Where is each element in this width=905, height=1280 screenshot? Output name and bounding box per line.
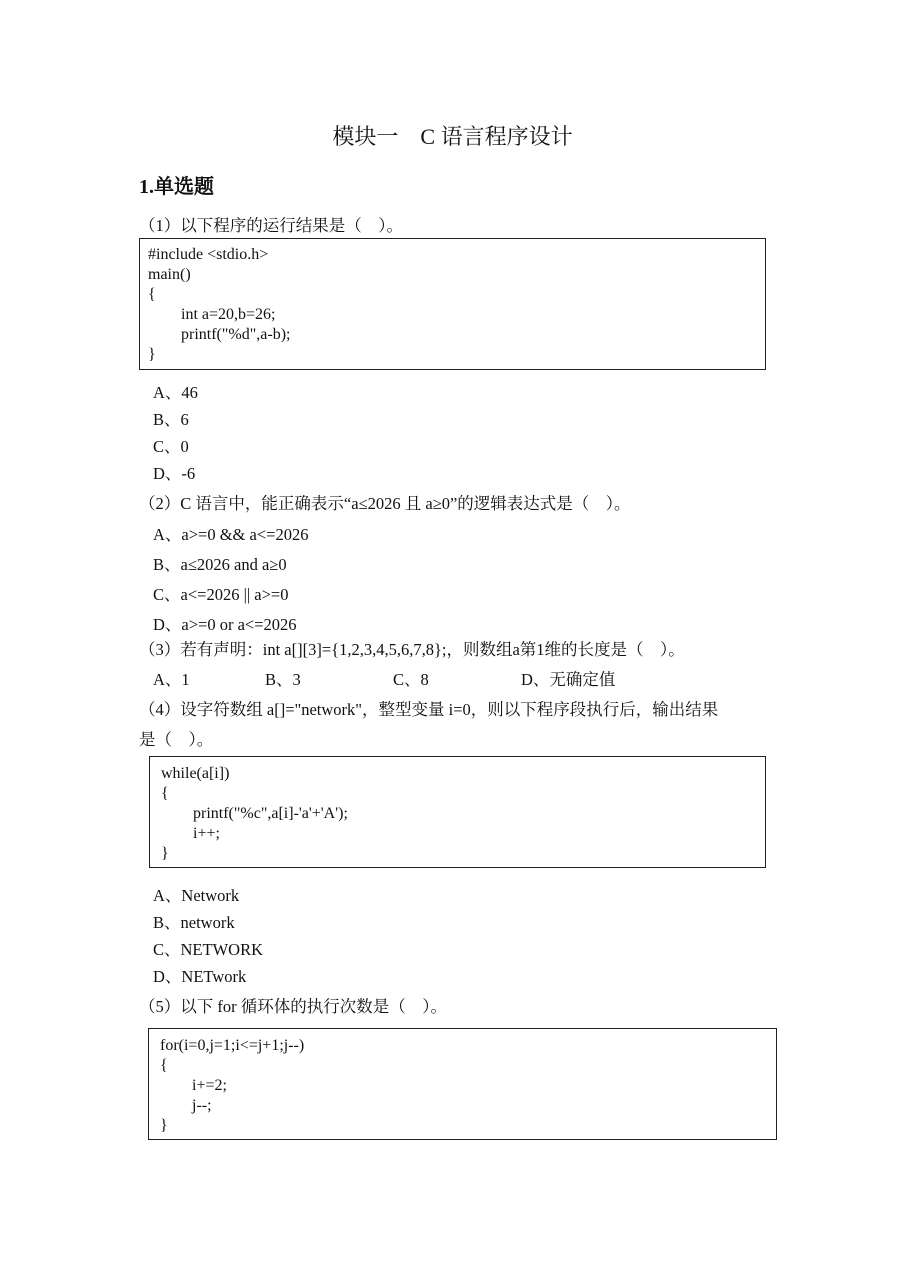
code-line: printf("%d",a-b);	[181, 326, 291, 343]
code-line: main()	[148, 266, 191, 283]
question-3-option-d: D、无确定值	[521, 670, 616, 689]
question-3-stem: （3）若有声明：int a[][3]={1,2,3,4,5,6,7,8};，则数组a第1维的长度是（ ）。	[139, 640, 685, 659]
code-line: }	[161, 845, 169, 862]
question-4-option-a: A、Network	[153, 886, 240, 905]
code-line: while(a[i])	[161, 765, 230, 782]
question-4-stem-line-2: 是（ ）。	[139, 730, 214, 749]
code-line: int a=20,b=26;	[181, 306, 276, 323]
question-4-stem-line-1: （4）设字符数组 a[]="network"，整型变量 i=0，则以下程序段执行后，输出结果	[139, 700, 719, 719]
question-4-option-c: C、NETWORK	[153, 940, 263, 959]
section-heading: 1.单选题	[139, 176, 214, 198]
question-3-option-a: A、1	[153, 670, 190, 689]
code-line: j--;	[192, 1097, 212, 1114]
question-1-code-box	[139, 238, 766, 370]
code-line: i+=2;	[192, 1077, 227, 1094]
code-line: }	[148, 346, 156, 363]
code-line: {	[148, 286, 156, 303]
question-3-option-b: B、3	[265, 670, 301, 689]
question-4-option-b: B、network	[153, 913, 235, 932]
question-2-option-b: B、a≤2026 and a≥0	[153, 555, 287, 574]
code-line: for(i=0,j=1;i<=j+1;j--)	[160, 1037, 305, 1054]
question-1-option-b: B、6	[153, 410, 189, 429]
question-3-option-c: C、8	[393, 670, 429, 689]
question-4-code-box	[149, 756, 766, 868]
code-line: i++;	[193, 825, 220, 842]
code-line: }	[160, 1117, 168, 1134]
question-1-option-d: D、-6	[153, 464, 196, 483]
question-2-option-c: C、a<=2026 || a>=0	[153, 585, 289, 604]
question-4-option-d: D、NETwork	[153, 967, 247, 986]
code-line: {	[161, 785, 169, 802]
code-line: printf("%c",a[i]-'a'+'A');	[193, 805, 348, 822]
question-2-stem: （2）C 语言中，能正确表示“a≤2026 且 a≥0”的逻辑表达式是（ ）。	[139, 494, 631, 513]
question-1-option-c: C、0	[153, 437, 189, 456]
question-5-code-box	[148, 1028, 777, 1140]
page-title: 模块一 C 语言程序设计	[332, 124, 573, 149]
question-2-option-d: D、a>=0 or a<=2026	[153, 615, 297, 634]
question-1-stem: （1）以下程序的运行结果是（ ）。	[139, 216, 403, 235]
question-1-option-a: A、46	[153, 383, 198, 402]
code-line: {	[160, 1057, 168, 1074]
question-2-option-a: A、a>=0 && a<=2026	[153, 525, 309, 544]
code-line: #include <stdio.h>	[148, 246, 269, 263]
question-5-stem: （5）以下 for 循环体的执行次数是（ ）。	[139, 997, 447, 1016]
